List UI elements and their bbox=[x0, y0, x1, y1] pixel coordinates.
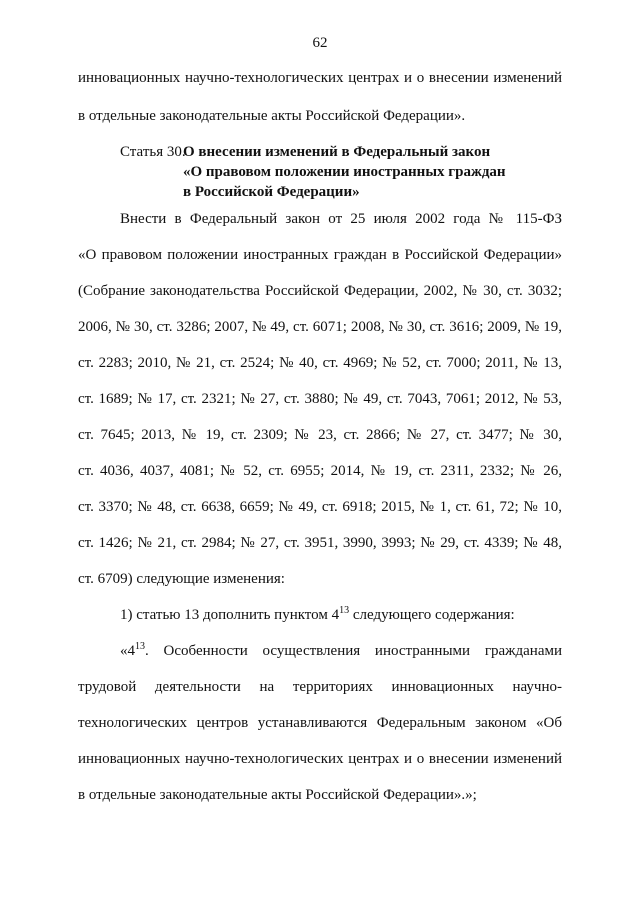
body-line-10: ст. 1426; № 21, ст. 2984; № 27, ст. 3951, 3990, 3993; № 29, ст. 4339; № 48, bbox=[78, 535, 562, 551]
body-line-11: ст. 6709) следующие изменения: bbox=[78, 571, 285, 587]
body-line-8: ст. 4036, 4037, 4081; № 52, ст. 6955; 2014, № 19, ст. 2311, 2332; № 26, bbox=[78, 463, 562, 479]
item-1-after: следующего содержания: bbox=[349, 607, 515, 623]
quote-sup: 13 bbox=[135, 641, 145, 652]
body-line-9: ст. 3370; № 48, ст. 6638, 6659; № 49, ст. 6918; 2015, № 1, ст. 61, 72; № 10, bbox=[78, 499, 562, 515]
article-title-line-1: О внесении изменений в Федеральный закон bbox=[183, 144, 491, 160]
quote-prefix: «4 bbox=[120, 643, 135, 659]
quote-line-5: в отдельные законодательные акты Российской Федерации».»; bbox=[78, 787, 477, 803]
article-label: Статья 30. bbox=[120, 144, 186, 160]
quote-rest: . Особенности осуществления иностранными гражданами bbox=[145, 643, 562, 659]
intro-line-2: в отдельные законодательные акты Российской Федерации». bbox=[78, 108, 466, 124]
body-line-4: 2006, № 30, ст. 3286; 2007, № 49, ст. 6071; 2008, № 30, ст. 3616; 2009, № 19, bbox=[78, 319, 562, 335]
quote-line-1 bbox=[120, 641, 562, 661]
body-line-5: ст. 2283; 2010, № 21, ст. 2524; № 40, ст. 4969; № 52, ст. 7000; 2011, № 13, bbox=[78, 355, 562, 371]
intro-line-1: инновационных научно-технологических центрах и о внесении изменений bbox=[78, 70, 562, 86]
article-title bbox=[183, 142, 506, 202]
body-line-7: ст. 7645; 2013, № 19, ст. 2309; № 23, ст. 2866; № 27, ст. 3477; № 30, bbox=[78, 427, 562, 443]
body-line-6: ст. 1689; № 17, ст. 2321; № 27, ст. 3880; № 49, ст. 7043, 7061; 2012, № 53, bbox=[78, 391, 562, 407]
quote-line-3: технологических центров устанавливаются Федеральным законом «Об bbox=[78, 715, 562, 731]
article-title-line-3: в Российской Федерации» bbox=[183, 184, 360, 200]
item-1-before: 1) статью 13 дополнить пунктом 4 bbox=[120, 607, 340, 623]
quote-line-2: трудовой деятельности на территориях инновационных научно- bbox=[78, 679, 562, 695]
body-line-1: Внести в Федеральный закон от 25 июля 2002 года № 115-ФЗ bbox=[120, 211, 562, 227]
page-number: 62 bbox=[312, 35, 328, 51]
body-line-3: (Собрание законодательства Российской Федерации, 2002, № 30, ст. 3032; bbox=[78, 283, 562, 299]
item-1 bbox=[120, 605, 562, 625]
quote-line-4: инновационных научно-технологических центрах и о внесении изменений bbox=[78, 751, 562, 767]
item-1-sup: 13 bbox=[339, 605, 350, 616]
article-title-line-2: «О правовом положении иностранных граждан bbox=[183, 164, 506, 180]
body-line-2: «О правовом положении иностранных граждан в Российской Федерации» bbox=[78, 247, 562, 263]
